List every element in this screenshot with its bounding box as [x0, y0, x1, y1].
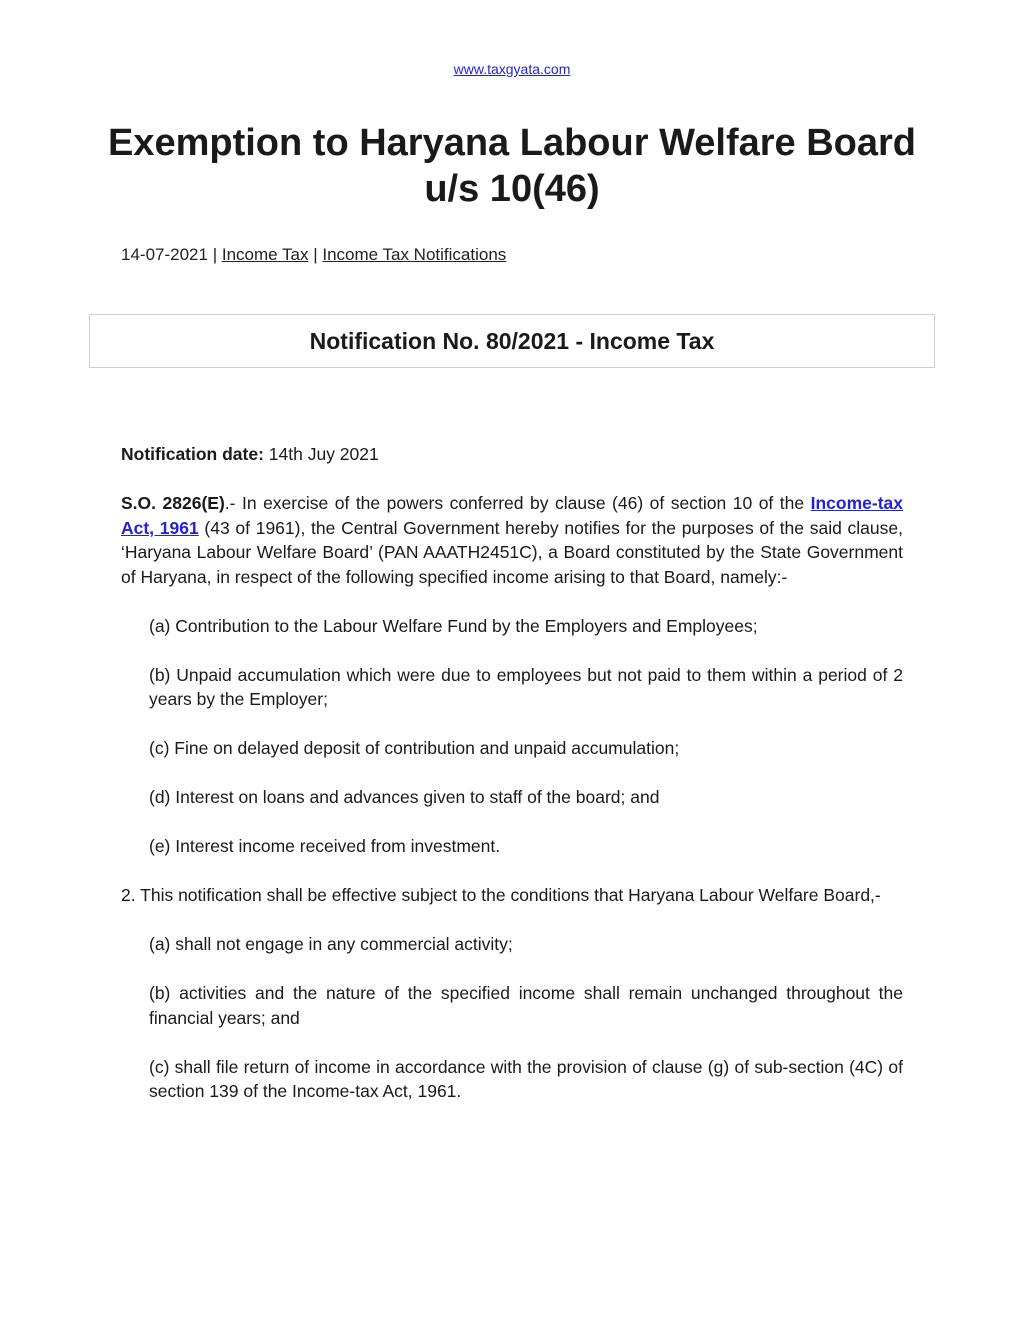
- so-paragraph: [121, 491, 903, 589]
- condition-item-b: (b) activities and the nature of the specified income shall remain unchanged throughout the financial years; and: [149, 983, 903, 1028]
- specified-income-item-b: (b) Unpaid accumulation which were due to employees but not paid to them within a period of 2 years by the Employer;: [149, 664, 903, 710]
- so-lead-text: .- In exercise of the powers conferred by clause (46) of section 10 of the: [224, 492, 811, 513]
- notification-date-label: Notification date:: [121, 444, 264, 464]
- page-title-line-1: Exemption to Haryana Labour Welfare Board: [107, 122, 917, 164]
- income-tax-act-link[interactable]: Income-tax Act, 1961: [121, 492, 904, 538]
- so-rest-text: (43 of 1961), the Central Government hereby notifies for the purposes of the said clause, ‘Haryana Labour Welfare Board’ (PAN AAATH2451C), a Board constituted by the State Government of Haryana, in respect of the following specified income arising to that Board, namely:-: [121, 517, 903, 587]
- specified-income-item-d: (d) Interest on loans and advances given to staff of the board; and: [149, 787, 660, 808]
- meta-separator: |: [207, 245, 222, 264]
- notification-date: [121, 442, 903, 467]
- specified-income-item-c: (c) Fine on delayed deposit of contribution and unpaid accumulation;: [149, 738, 680, 759]
- meta-separator: |: [308, 245, 323, 264]
- notification-date-value: 14th Juy 2021: [263, 444, 379, 464]
- conditions-intro: 2. This notification shall be effective subject to the conditions that Haryana Labour Welfare Board,-: [121, 885, 881, 906]
- site-url-link[interactable]: www.taxgyata.com: [453, 61, 571, 77]
- so-number: S.O. 2826(E): [121, 492, 225, 513]
- category-link-income-tax-notifications[interactable]: Income Tax Notifications: [322, 245, 507, 264]
- page-title: [100, 120, 924, 212]
- notification-heading-box: [89, 314, 935, 368]
- notification-heading: Notification No. 80/2021 - Income Tax: [309, 327, 715, 354]
- notification-body: [121, 442, 903, 1128]
- post-meta: [121, 244, 506, 266]
- condition-item-c: (c) shall file return of income in accordance with the provision of clause (g) of sub-section (4C) of section 139 of the Income-tax Act, 1961.: [149, 1056, 903, 1102]
- specified-income-item-a: (a) Contribution to the Labour Welfare Fund by the Employers and Employees;: [149, 615, 758, 636]
- condition-item-a: (a) shall not engage in any commercial activity;: [149, 934, 513, 955]
- specified-income-item-e: (e) Interest income received from investment.: [149, 836, 501, 857]
- category-link-income-tax[interactable]: Income Tax: [221, 245, 309, 264]
- page-title-line-2: u/s 10(46): [424, 168, 600, 210]
- post-date: 14-07-2021: [121, 245, 208, 264]
